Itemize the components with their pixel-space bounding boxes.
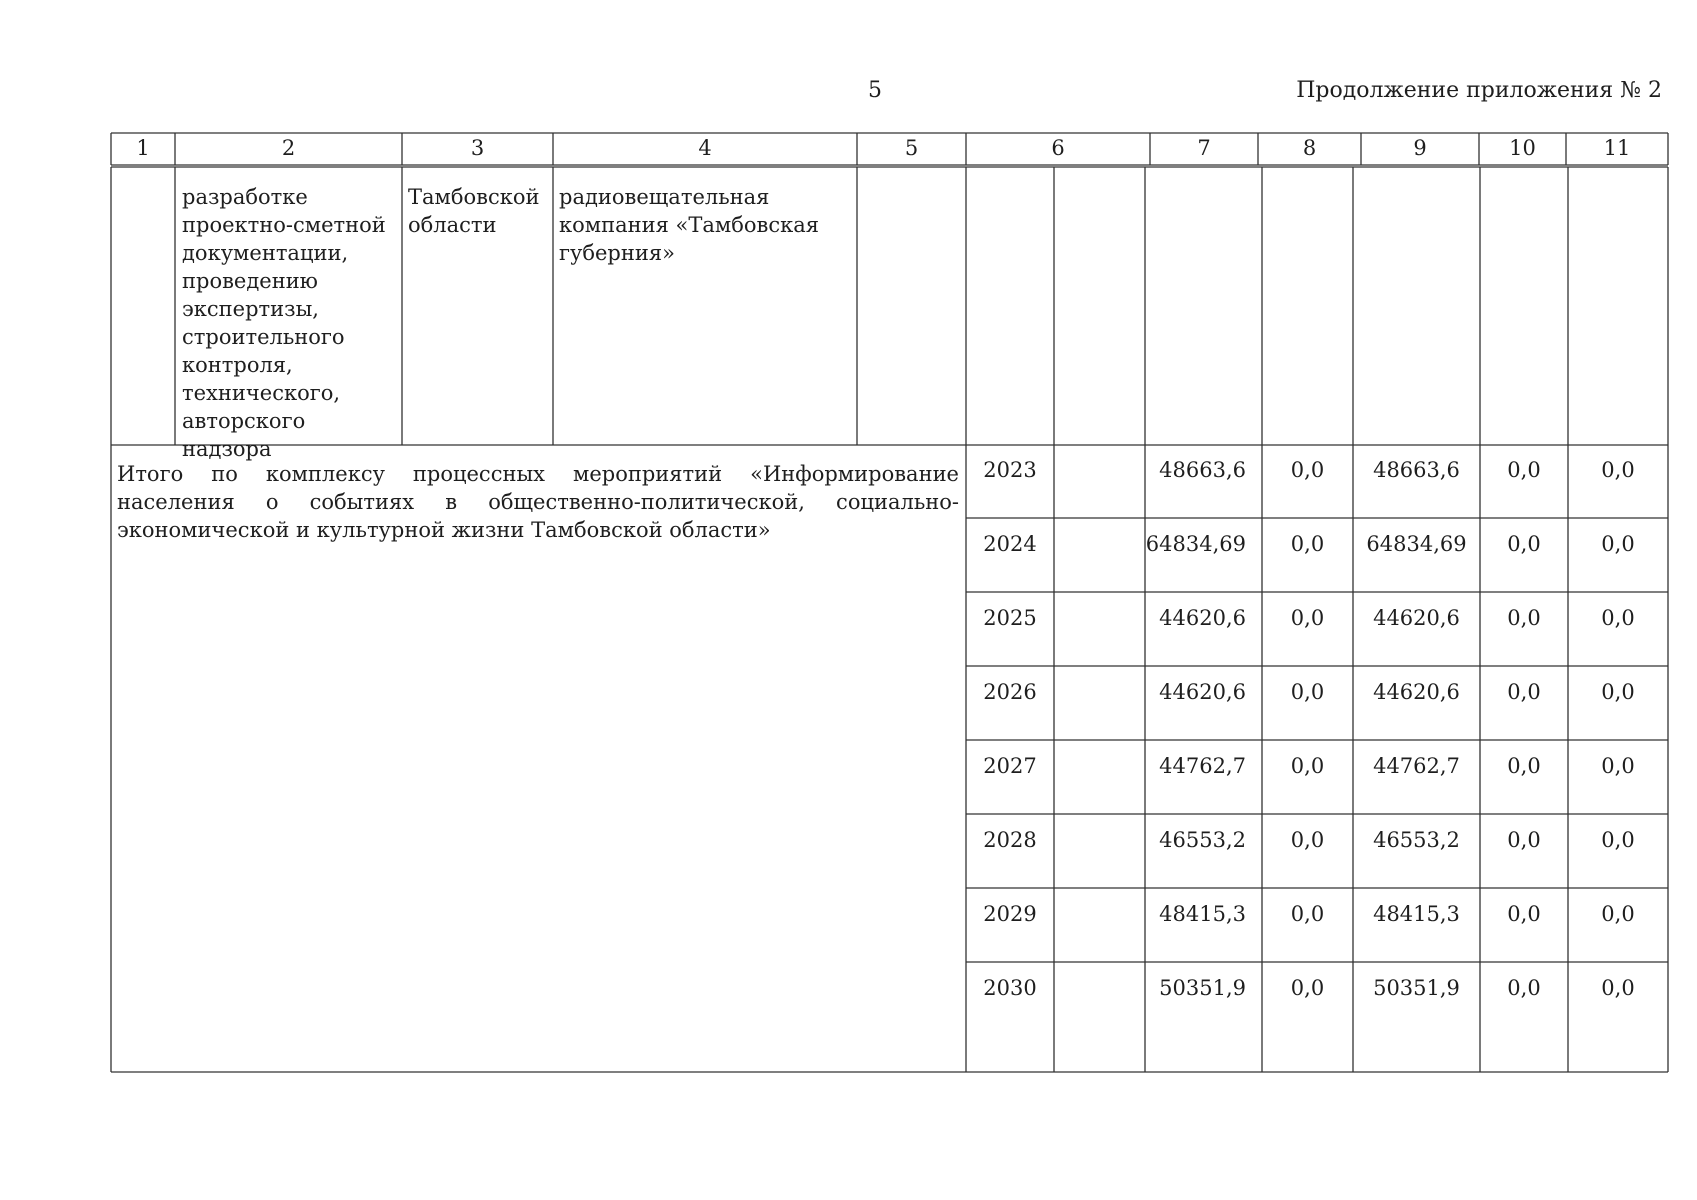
year-row (0, 974, 1697, 1004)
col9-value: 44762,7 (1373, 754, 1460, 778)
year-row (0, 530, 1697, 560)
total-label: Итого по комплексу процессных мероприятий «Информирование населения о событиях в общественно-политической, социально-экономической и культурной жизни Тамбовской области» (117, 462, 959, 542)
page-number: 5 (868, 78, 882, 103)
col10-value: 0,0 (1507, 532, 1541, 556)
col9-value: 46553,2 (1373, 828, 1460, 852)
col11-value: 0,0 (1601, 902, 1635, 926)
year-row (0, 604, 1697, 634)
col10-value: 0,0 (1507, 754, 1541, 778)
year-cell: 2029 (983, 902, 1037, 926)
col10-value: 0,0 (1507, 828, 1541, 852)
col9-value: 50351,9 (1373, 976, 1460, 1000)
col9-value: 44620,6 (1373, 606, 1460, 630)
year-cell: 2023 (983, 458, 1037, 482)
col9-value: 48415,3 (1373, 902, 1460, 926)
col11-value: 0,0 (1601, 606, 1635, 630)
col8-value: 0,0 (1290, 976, 1325, 1000)
col8-value: 0,0 (1290, 532, 1325, 556)
col11-value: 0,0 (1601, 976, 1635, 1000)
col11-value: 0,0 (1601, 532, 1635, 556)
col11-value: 0,0 (1601, 680, 1635, 704)
col-header-1: 1 (136, 136, 150, 160)
col-header-11: 11 (1603, 136, 1631, 160)
col11-value: 0,0 (1601, 458, 1635, 482)
col9-value: 44620,6 (1373, 680, 1460, 704)
year-cell: 2026 (983, 680, 1037, 704)
year-row (0, 752, 1697, 782)
col3-line: Тамбовской (408, 185, 540, 209)
col9-value: 64834,69 (1366, 532, 1467, 556)
col2-line: проведению (182, 269, 318, 293)
col11-value: 0,0 (1601, 754, 1635, 778)
col9-value: 48663,6 (1373, 458, 1460, 482)
row-col4-text (559, 183, 853, 267)
col8-value: 0,0 (1290, 606, 1325, 630)
year-cell: 2028 (983, 828, 1037, 852)
col8-value: 0,0 (1290, 902, 1325, 926)
col7-value: 48415,3 (1159, 902, 1246, 926)
col-header-4: 4 (698, 136, 712, 160)
year-cell: 2030 (983, 976, 1037, 1000)
col4-line: радиовещательная (559, 185, 770, 209)
col7-value: 44620,6 (1159, 680, 1246, 704)
year-cell: 2027 (983, 754, 1037, 778)
col-header-8: 8 (1302, 136, 1317, 160)
col8-value: 0,0 (1290, 680, 1325, 704)
col10-value: 0,0 (1507, 680, 1541, 704)
col7-value: 64834,69 (1145, 532, 1246, 556)
col-header-6: 6 (1051, 136, 1065, 160)
appendix-continuation-note: Продолжение приложения № 2 (1296, 78, 1662, 103)
row-col2-text (182, 183, 398, 463)
col-header-7: 7 (1197, 136, 1211, 160)
col7-value: 44762,7 (1159, 754, 1246, 778)
year-cell: 2024 (983, 532, 1037, 556)
year-row (0, 678, 1697, 708)
col2-line: технического, (182, 381, 341, 405)
col7-value: 50351,9 (1159, 976, 1246, 1000)
col2-line: проектно-сметной (182, 213, 386, 237)
col-header-9: 9 (1413, 136, 1427, 160)
col2-line: контроля, (182, 353, 293, 377)
col11-value: 0,0 (1601, 828, 1635, 852)
col8-value: 0,0 (1290, 828, 1325, 852)
col2-line: документации, (182, 241, 349, 265)
col-header-3: 3 (470, 136, 485, 160)
col10-value: 0,0 (1507, 902, 1541, 926)
col8-value: 0,0 (1290, 458, 1325, 482)
col-header-2: 2 (281, 136, 296, 160)
col4-line: губерния» (559, 241, 675, 265)
col-header-5: 5 (904, 136, 919, 160)
col-header-10: 10 (1509, 136, 1536, 160)
col2-line: разработке (182, 185, 308, 209)
col10-value: 0,0 (1507, 976, 1541, 1000)
col4-line: компания «Тамбовская (559, 213, 820, 237)
col10-value: 0,0 (1507, 606, 1541, 630)
col2-line: авторского надзора (182, 409, 306, 461)
col2-line: экспертизы, (182, 297, 319, 321)
year-row (0, 900, 1697, 930)
col7-value: 44620,6 (1159, 606, 1246, 630)
col7-value: 48663,6 (1159, 458, 1246, 482)
year-row (0, 826, 1697, 856)
col3-line: области (408, 213, 497, 237)
col7-value: 46553,2 (1159, 828, 1246, 852)
col8-value: 0,0 (1290, 754, 1325, 778)
col10-value: 0,0 (1507, 458, 1541, 482)
row-col3-text (408, 183, 550, 239)
col2-line: строительного (182, 325, 345, 349)
year-row (0, 456, 1697, 486)
year-cell: 2025 (983, 606, 1037, 630)
